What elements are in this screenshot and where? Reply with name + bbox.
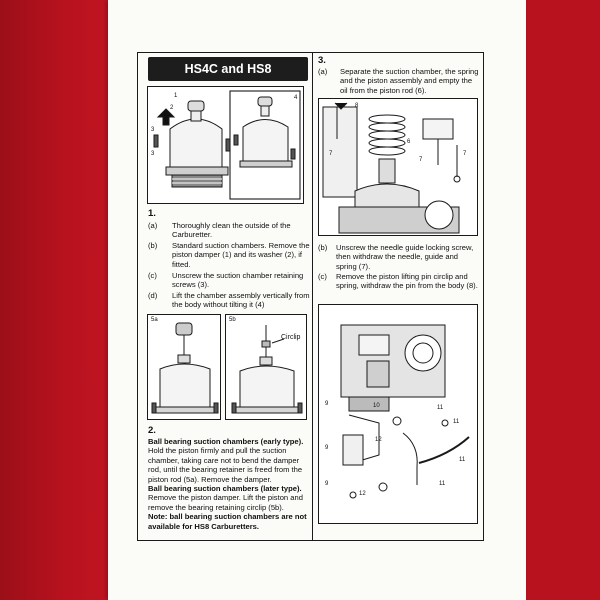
section-1-item-a-letter: (a) [148, 221, 158, 230]
section-1-item-a: Thoroughly clean the outside of the Carburetter. [172, 221, 291, 240]
section-2-body [148, 437, 310, 531]
fig3bot-label-9a: 9 [325, 401, 329, 407]
note-text: Note: ball bearing suction chambers are not available for HS8 Carburetters. [148, 512, 307, 531]
section-1-item-b-letter: (b) [148, 241, 158, 250]
section-3-item-c: Remove the piston lifting pin circlip and spring, withdraw the pin from the body (8). [336, 272, 478, 291]
fig3top-label-7c: 7 [463, 151, 467, 157]
fig3top-label-7a: 7 [329, 151, 333, 157]
figure-3-top [318, 98, 478, 236]
fig1-label-3b: 3 [151, 151, 155, 157]
section-1-item-d-letter: (d) [148, 291, 158, 300]
fig3bot-label-10: 10 [373, 403, 380, 409]
fig3bot-label-9b: 9 [325, 445, 329, 451]
section-3-item-a-letter: (a) [318, 67, 328, 76]
section-3-item-b-letter: (b) [318, 243, 328, 252]
figure-5a [147, 314, 221, 420]
fig3bot-label-11b: 11 [453, 419, 460, 425]
fig5a-label: 5a [151, 317, 158, 323]
fig3bot-label-12b: 12 [359, 491, 366, 497]
fig1-label-4: 4 [294, 95, 298, 101]
later-type-heading: Ball bearing suction chambers (later type). [148, 484, 302, 494]
fig1-label-1: 1 [174, 93, 178, 99]
background-left [0, 0, 110, 600]
fig3bot-label-12a: 12 [375, 437, 382, 443]
section-1-item-c-letter: (c) [148, 271, 157, 280]
section-3-item-c-letter: (c) [318, 272, 327, 281]
column-divider [312, 52, 313, 541]
later-type-text: Remove the piston damper. Lift the piston and remove the bearing retaining circlip (5b). [148, 493, 303, 512]
page-title: HS4C and HS8 [148, 57, 308, 81]
fig3bot-label-11a: 11 [437, 405, 444, 411]
fig1-label-3a: 3 [151, 127, 155, 133]
section-3-item-b: Unscrew the needle guide locking screw, then withdraw the needle, guide and spring (7). [336, 243, 474, 271]
circlip-label: Circlip [281, 334, 301, 341]
fig3top-label-7b: 7 [419, 157, 423, 163]
figure-5b [225, 314, 307, 420]
fig5b-label: 5b [229, 317, 236, 323]
fig3top-label-8: 8 [355, 103, 359, 109]
section-1-item-d: Lift the chamber assembly vertically from the body without tilting it (4) [172, 291, 310, 310]
early-type-heading: Ball bearing suction chambers (early type). [148, 437, 304, 446]
figure-3-bottom [318, 304, 478, 524]
fig3bot-label-9c: 9 [325, 481, 329, 487]
section-1-item-b: Standard suction chambers. Remove the piston damper (1) and its washer (2), if fitted. [172, 241, 310, 269]
section-2-number: 2. [148, 425, 156, 436]
section-1-item-c: Unscrew the suction chamber retaining screws (3). [172, 271, 304, 290]
section-1-number: 1. [148, 208, 156, 219]
fig3top-label-6: 6 [407, 139, 411, 145]
fig1-label-2: 2 [170, 105, 174, 111]
early-type-text: Hold the piston firmly and pull the suction chamber, taking care not to bend the damper rod, until the bearing retainer is freed from the piston rod (5a). Remove the damper. [148, 446, 303, 484]
fig3bot-label-11c: 11 [459, 457, 466, 463]
section-3-item-a: Separate the suction chamber, the spring and the piston assembly and empty the oil from the piston rod (6). [340, 67, 479, 95]
fig3bot-label-11d: 11 [439, 481, 446, 487]
figure-1 [147, 86, 304, 204]
section-3-number: 3. [318, 55, 326, 66]
